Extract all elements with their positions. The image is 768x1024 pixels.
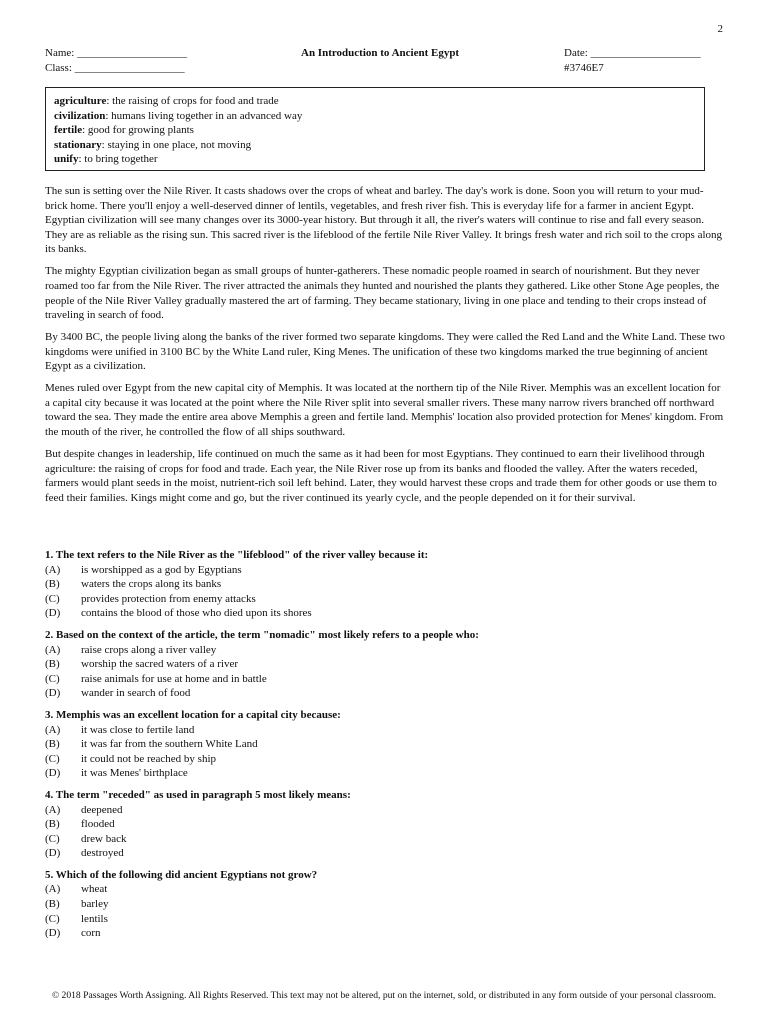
choice-letter: (A): [45, 643, 61, 656]
vocab-definition: : humans living together in an advanced way: [105, 109, 303, 122]
choice-text: it was far from the southern White Land: [81, 738, 258, 751]
choice-text: lentils: [81, 912, 108, 925]
vocab-term: fertile: [54, 124, 83, 137]
question-4: [45, 788, 725, 861]
vocab-definition: : staying in one place, not moving: [101, 138, 252, 151]
name-field-label: Name: ____________________: [45, 47, 188, 59]
choice-letter: (B): [45, 818, 60, 831]
vocab-entry: [54, 152, 696, 167]
choice-letter: (A): [45, 883, 61, 896]
question-stem: 4. The term "receded" as used in paragraph 5 most likely means:: [45, 788, 351, 801]
vocab-term: civilization: [54, 109, 106, 122]
answer-choice: [45, 752, 725, 767]
choice-text: waters the crops along its banks: [81, 578, 222, 591]
answer-choice: [45, 766, 725, 781]
date-field-label: Date: ____________________: [564, 47, 701, 59]
choice-text: worship the sacred waters of a river: [81, 658, 238, 671]
date-info: [564, 46, 701, 75]
reading-passage: [45, 184, 725, 513]
choice-letter: (B): [45, 578, 60, 591]
choice-text: it could not be reached by ship: [81, 752, 217, 765]
choice-text: flooded: [81, 818, 115, 831]
choice-letter: (C): [45, 912, 60, 925]
vocab-entry: [54, 123, 696, 138]
answer-choice: [45, 723, 725, 738]
vocab-definition: : good for growing plants: [82, 124, 194, 137]
choice-text: raise crops along a river valley: [81, 643, 217, 656]
answer-choice: [45, 832, 725, 847]
question-stem: 3. Memphis was an excellent location for a capital city because:: [45, 708, 341, 721]
question-stem: 5. Which of the following did ancient Egyptians not grow?: [45, 868, 318, 881]
vocab-entry: [54, 109, 696, 124]
vocab-term: stationary: [54, 138, 102, 151]
choice-letter: (A): [45, 723, 61, 736]
answer-choice: [45, 882, 725, 897]
question-3: [45, 708, 725, 781]
question-5: [45, 868, 725, 941]
question-stem: 1. The text refers to the Nile River as the "lifeblood" of the river valley because it:: [45, 549, 429, 561]
answer-choice: [45, 563, 725, 578]
passage-paragraph: The sun is setting over the Nile River. It casts shadows over the crops of wheat and barley. The day's work is done. Soon you will return to your mud-brick home. There you'll enjoy a well-deserved dinner of lentils, vegetables, and fresh river fish. This is everyday life for a farmer in ancient Egypt. Egyptian civilization will see many changes over its 3000-year history. But through it all, the river's waters will continue to rise and fall every season. They are as reliable as the rising sun. This sacred river is the lifeblood of the fertile Nile River Valley. It brings fresh water and rich soil to the crops along its banks.: [45, 185, 723, 256]
choice-text: contains the blood of those who died upon its shores: [81, 607, 312, 620]
answer-choice: [45, 817, 725, 832]
choice-text: barley: [81, 898, 109, 911]
question-stem: 2. Based on the context of the article, the term "nomadic" most likely refers to a people who:: [45, 628, 479, 641]
choice-text: is worshipped as a god by Egyptians: [81, 563, 242, 576]
question-1: [45, 548, 725, 621]
vocab-entry: [54, 138, 696, 153]
answer-choice: [45, 737, 725, 752]
choice-text: provides protection from enemy attacks: [81, 592, 256, 605]
vocab-term: agriculture: [54, 95, 107, 107]
choice-letter: (D): [45, 927, 61, 940]
choice-text: destroyed: [81, 847, 124, 860]
passage-paragraph: By 3400 BC, the people living along the banks of the river formed two separate kingdoms. They were called the Red Land and the White Land. These two kingdoms were unified in 3100 BC by the White Land ruler, King Menes. The unification of these two kingdoms marked the true beginning of ancient Egypt as a civilization.: [45, 331, 725, 373]
answer-choice: [45, 657, 725, 672]
class-field-label: Class: ____________________: [45, 61, 185, 74]
choice-letter: (D): [45, 607, 61, 620]
choice-letter: (C): [45, 592, 60, 605]
worksheet-header: [45, 46, 723, 78]
vocab-term: unify: [54, 153, 79, 166]
answer-choice: [45, 926, 725, 941]
answer-choice: [45, 686, 725, 701]
choice-letter: (A): [45, 803, 61, 816]
choice-letter: (C): [45, 832, 60, 845]
choice-text: wander in search of food: [81, 687, 191, 700]
answer-choice: [45, 846, 725, 861]
student-info: [45, 46, 187, 75]
worksheet-code: #3746E7: [564, 61, 604, 74]
choice-letter: (D): [45, 767, 61, 780]
answer-choice: [45, 897, 725, 912]
page-number: 2: [717, 23, 723, 35]
choice-text: wheat: [81, 883, 108, 896]
question-list: [45, 548, 725, 948]
choice-letter: (B): [45, 738, 60, 751]
choice-text: corn: [81, 927, 101, 940]
answer-choice: [45, 592, 725, 607]
choice-letter: (B): [45, 658, 60, 671]
copyright-footer: © 2018 Passages Worth Assigning. All Rights Reserved. This text may not be altered, put on the internet, sold, or distributed in any form outside of your personal classroom.: [51, 990, 717, 1001]
vocab-entry: [54, 94, 696, 109]
answer-choice: [45, 912, 725, 927]
choice-letter: (D): [45, 847, 61, 860]
answer-choice: [45, 577, 725, 592]
choice-text: it was Menes' birthplace: [81, 767, 188, 780]
choice-text: it was close to fertile land: [81, 723, 195, 736]
answer-choice: [45, 672, 725, 687]
answer-choice: [45, 803, 725, 818]
vocab-definition: : to bring together: [78, 153, 158, 166]
choice-text: raise animals for use at home and in battle: [81, 672, 267, 685]
choice-letter: (C): [45, 752, 60, 765]
choice-text: deepened: [81, 803, 123, 816]
passage-paragraph: Menes ruled over Egypt from the new capital city of Memphis. It was located at the northern tip of the Nile River. Memphis was an excellent location for a capital city because it was located at the point where the Nile River split into several smaller rivers. These many narrow rivers branched off northward toward the sea. They made the entire area above Memphis a green and fertile land. Memphis' location also provided protection for Menes' kingdom. From the mouth of the river, he controlled the flow of all ships southward.: [45, 382, 724, 439]
vocabulary-box: [45, 87, 705, 171]
choice-letter: (B): [45, 898, 60, 911]
question-2: [45, 628, 725, 701]
answer-choice: [45, 643, 725, 658]
choice-text: drew back: [81, 832, 127, 845]
vocab-definition: : the raising of crops for food and trade: [106, 95, 279, 107]
passage-paragraph: The mighty Egyptian civilization began as small groups of hunter-gatherers. These nomadic people roamed in search of nourishment. But they never roamed too far from the Nile River. The river attracted the animals they hunted and nourished the plants they gathered. Like other Stone Age peoples, the people of the Nile River Valley gradually mastered the art of farming. They became stationary, living in one place and tending to their crops instead of traveling in search of food.: [45, 265, 720, 322]
choice-letter: (C): [45, 672, 60, 685]
choice-letter: (A): [45, 563, 61, 576]
worksheet-title: An Introduction to Ancient Egypt: [301, 47, 460, 59]
answer-choice: [45, 606, 725, 621]
passage-paragraph: But despite changes in leadership, life continued on much the same as it had been for most Egyptians. They continued to earn their livelihood through agriculture: the raising of crops for food and trade. Each year, the Nile River rose up from its banks and flooded the valley. After the waters receded, farmers would plant seeds in the moist, nutrient-rich soil left behind. Later, they would harvest these crops and trade them for other goods or use them to feed their families. Kings might come and go, but the river continued its yearly cycle, and the people depended on it for their survival.: [45, 448, 717, 504]
choice-letter: (D): [45, 687, 61, 700]
